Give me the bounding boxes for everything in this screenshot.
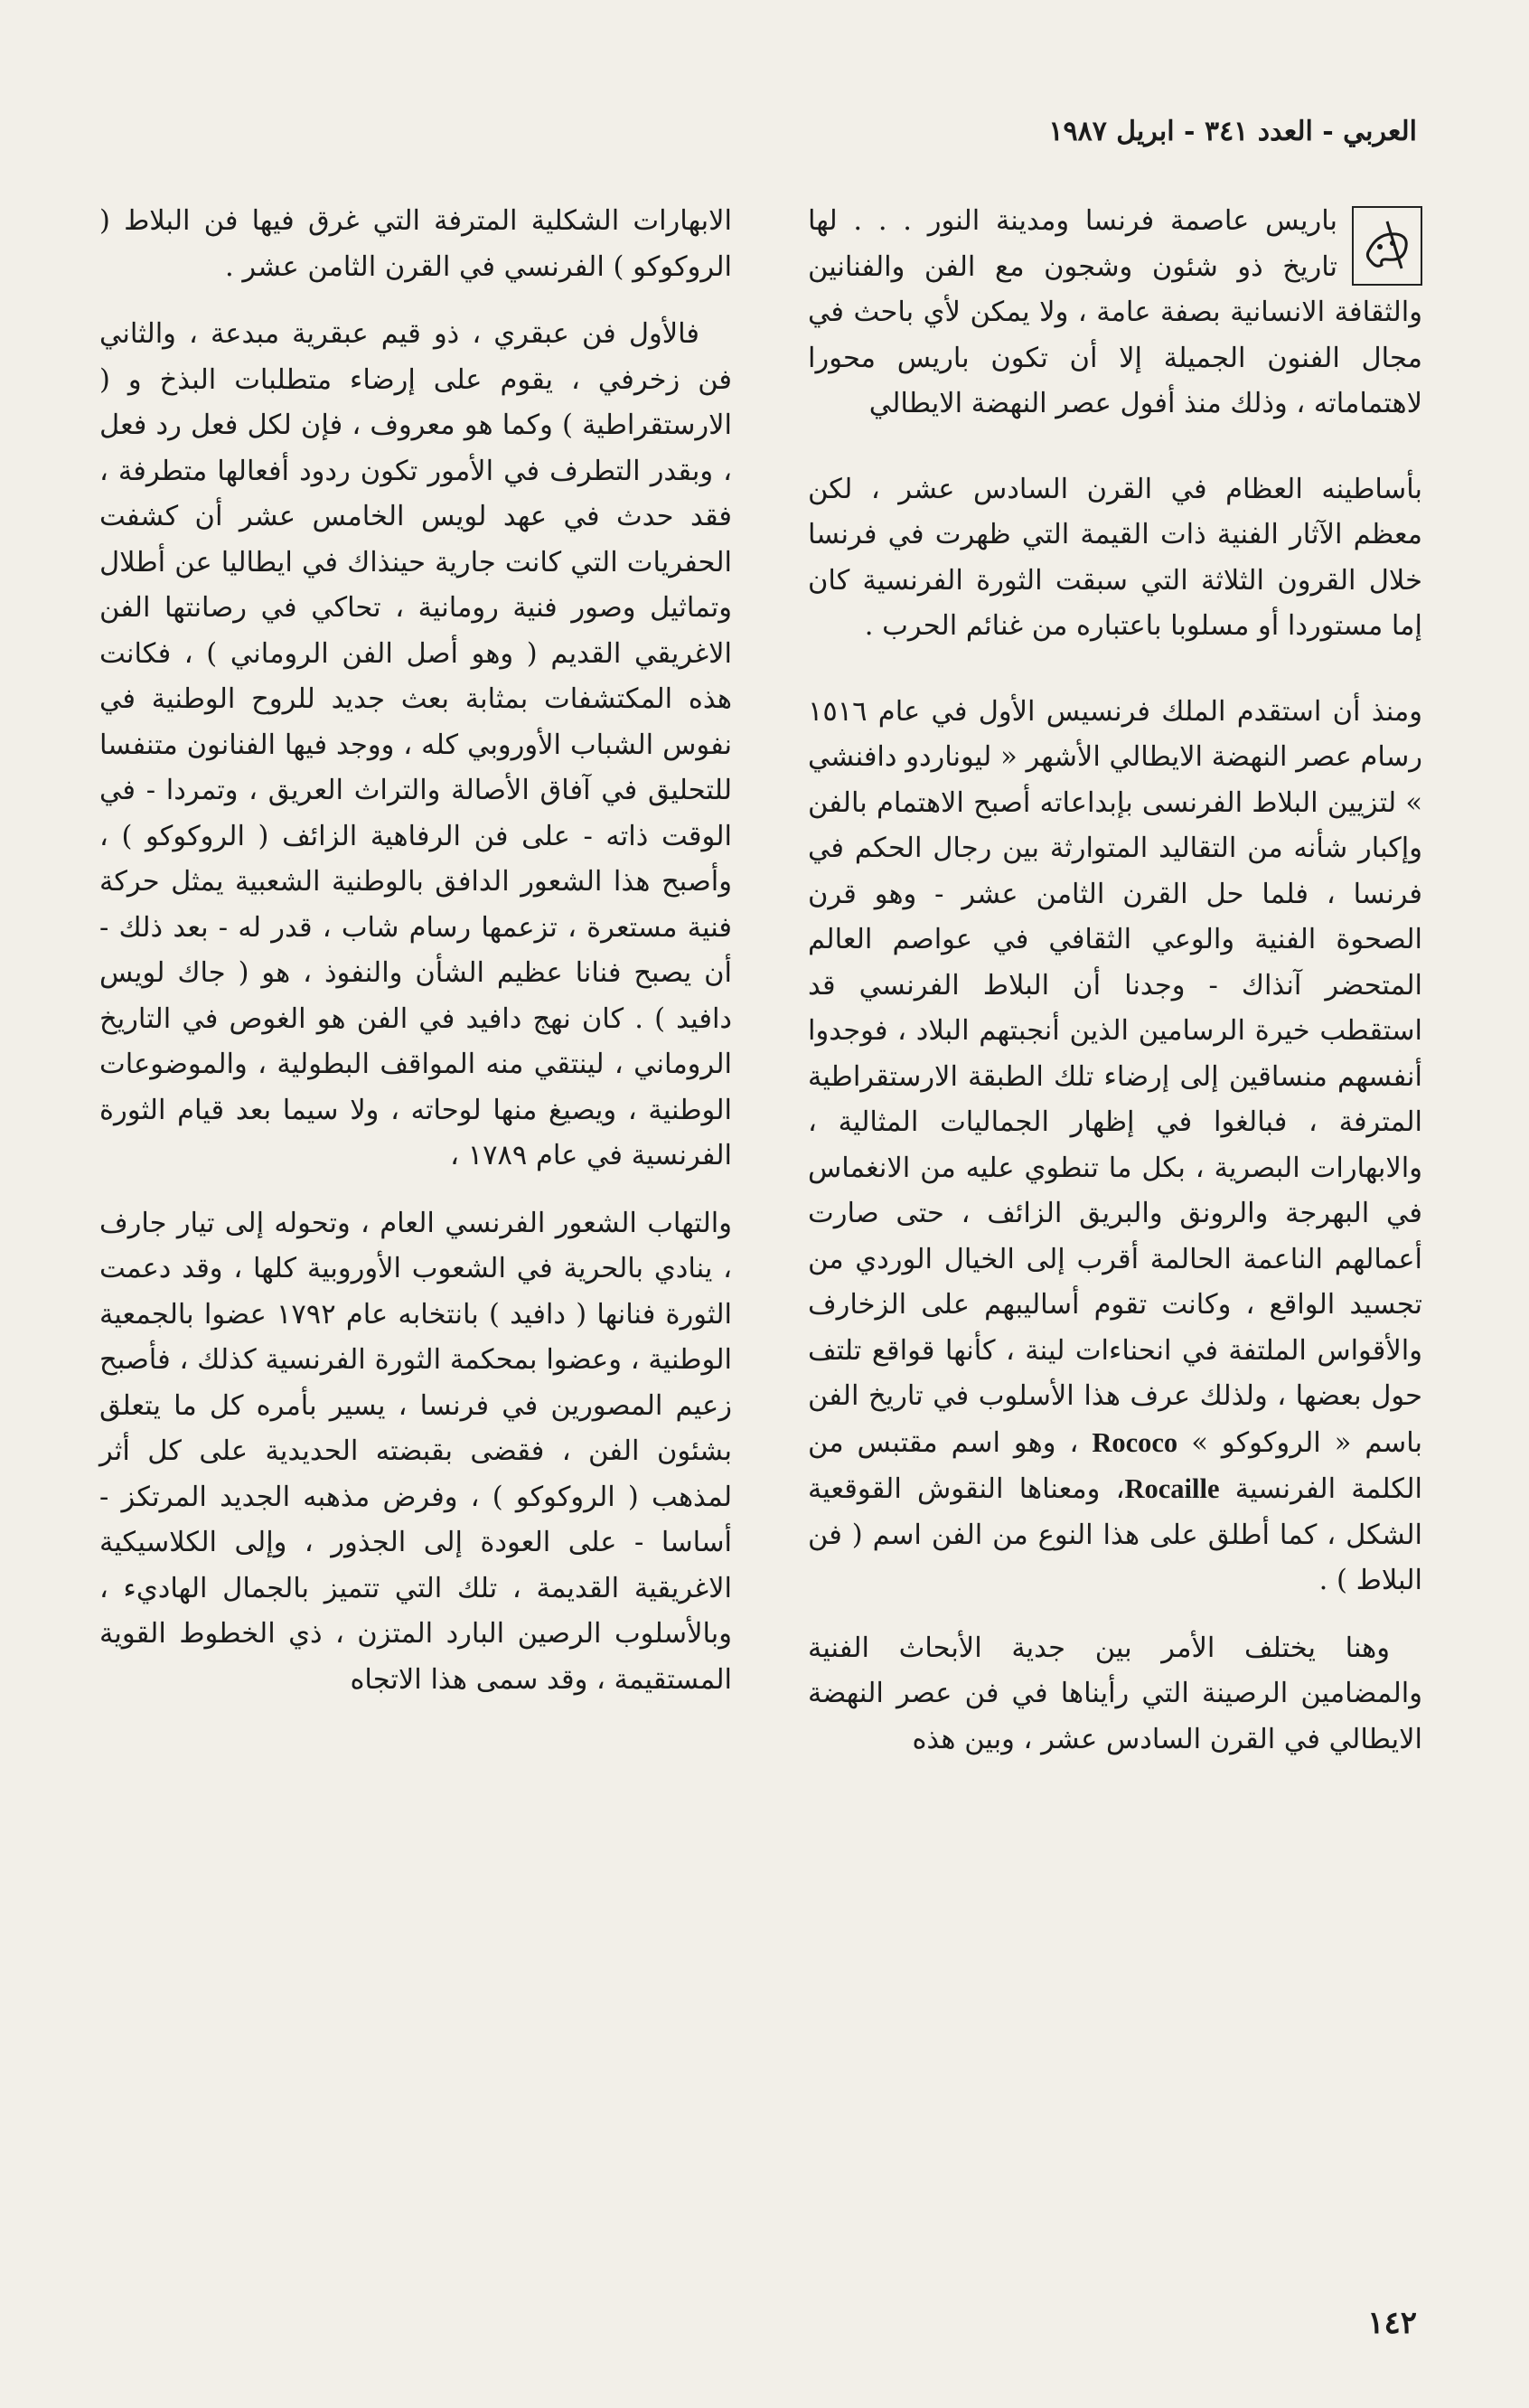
paragraph: والتهاب الشعور الفرنسي العام ، وتحوله إلى تيار جارف ، ينادي بالحرية في الشعوب الأوروبية كلها ، وقد دعمت الثورة فنانها ( دافيد ) بانتخابه عام ١٧٩٢ عضوا بالجمعية الوطنية ، وعضوا بمحكمة الثورة الفرنسية كذلك ، فأصبح زعيم المصورين في فرنسا ، يسير بأمره كل ما يتعلق بشئون الفن ، فقضى بقبضته الحديدية على كل أثر لمذهب ( الروكوكو ) ، وفرض مذهبه الجديد المرتكز - أساسا - على العودة إلى الجذور ، وإلى الكلاسيكية الاغريقية القديمة ، تلك التي تتميز بالجمال الهاديء ، وبالأسلوب الرصين البارد المتزن ، ذي الخطوط القوية المستقيمة ، وقد سمى هذا الاتجاه bbox=[99, 1207, 732, 1696]
paragraph-text: ومنذ أن استقدم الملك فرنسيس الأول في عام ١٥١٦ رسام عصر النهضة الايطالي الأشهر « ليوناردو دافنشي » لتزيين البلاط الفرنسى بإبداعاته أصبح الاهتمام بالفن وإكبار شأنه من التقاليد المتوارثة بين رجال الحكم في فرنسا ، فلما حل القرن الثامن عشر - وهو قرن الصحوة الفنية والوعي الثقافي في عواصم العالم المتحضر آنذاك - وجدنا أن البلاط الفرنسي قد استقطب خيرة الرسامين الذين أنجبتهم البلاد ، فوجدوا أنفسهم منساقين إلى إرضاء تلك الطبقة الارستقراطية المترفة ، فبالغوا في إظهار الجماليات المثالية ، والابهارات البصرية ، بكل ما تنطوي عليه من الانغماس في البهرجة والرونق والبريق الزائف ، حتى صارت أعمالهم الناعمة الحالمة أقرب إلى الخيال الوردي من تجسيد الواقع ، وكانت تقوم أساليبهم على الزخارف والأقواس الملتفة في انحناءات لينة ، كأنها قواقع تلتف حول بعضها ، ولذلك عرف هذا الأسلوب في تاريخ الفن باسم « الروكوكو » bbox=[808, 695, 1422, 1459]
paragraph-text: باريس عاصمة فرنسا ومدينة النور . . . لها تاريخ ذو شئون وشجون مع الفن والفنانين والثقافة الانسانية بصفة عامة ، ولا يمكن لأي باحث في مجال الفنون الجميلة إلا أن تكون باريس محورا لاهتماماته ، وذلك منذ أفول عصر النهضة الايطالي bbox=[808, 205, 1422, 419]
paragraph: فالأول فن عبقري ، ذو قيم عبقرية مبدعة ، والثاني فن زخرفي ، يقوم على إرضاء متطلبات البذخ و ( الارستقراطية ) وكما هو معروف ، فإن لكل فعل رد فعل ، وبقدر التطرف في الأمور تكون ردود أفعالها متطرفة ، فقد حدث في عهد لويس الخامس عشر أن كشفت الحفريات التي كانت جارية حينذاك في ايطاليا عن أطلال وتماثيل وصور فنية رومانية ، تحاكي في رصانتها الفن الاغريقي القديم ( وهو أصل الفن الروماني ) ، فكانت هذه المكتشفات بمثابة بعث جديد للروح الوطنية في نفوس الشباب الأوروبي كله ، ووجد فيها الفنانون متنفسا للتحليق في آفاق الأصالة والتراث العريق ، وتمردا - في الوقت ذاته - على فن الرفاهية الزائف ( الروكوكو ) ، وأصبح هذا الشعور الدافق بالوطنية الشعبية يمثل حركة فنية مستعرة ، تزعمها رسام شاب ، قدر له - بعد ذلك - أن يصبح فنانا عظيم الشأن والنفوذ ، هو ( جاك لويس دافيد ) . كان نهج دافيد في الفن هو الغوص في التاريخ الروماني ، لينتقي منه المواقف البطولية ، والموضوعات الوطنية ، ويصيغ منها لوحاته ، ولا سيما بعد قيام الثورة الفرنسية في عام ١٧٨٩ ، bbox=[99, 318, 732, 1171]
paragraph-text: ، وهو اسم مقتبس من الكلمة الفرنسية bbox=[808, 1426, 1422, 1505]
running-header: العربي - العدد ٣٤١ - ابريل ١٩٨٧ bbox=[1048, 116, 1417, 147]
paragraph-rococo bbox=[808, 690, 1422, 1604]
latin-term-rococo: Rococo bbox=[1092, 1426, 1178, 1458]
paragraph: الابهارات الشكلية المترفة التي غرق فيها فن البلاط ( الروكوكو ) الفرنسي في القرن الثامن عشر . bbox=[99, 205, 732, 283]
page-number: ١٤٢ bbox=[1367, 2305, 1417, 2341]
section-emblem-icon bbox=[1352, 206, 1422, 286]
paragraph-text: ، ومعناها النقوش القوقعية الشكل ، كما أطلق على هذا النوع من الفن اسم ( فن البلاط ) . bbox=[808, 1473, 1422, 1596]
right-column bbox=[808, 199, 1422, 1784]
paragraph-intro bbox=[808, 199, 1422, 428]
palette-brush-icon bbox=[1360, 214, 1414, 277]
paragraph: بأساطينه العظام في القرن السادس عشر ، لكن معظم الآثار الفنية ذات القيمة التي ظهرت في فرنسا خلال القرون الثلاثة التي سبقت الثورة الفرنسية كان إما مستوردا أو مسلوبا باعتباره من غنائم الحرب . bbox=[808, 473, 1422, 642]
paragraph: وهنا يختلف الأمر بين جدية الأبحاث الفنية والمضامين الرصينة التي رأيناها في فن عصر النهضة الايطالي في القرن السادس عشر ، وبين هذه bbox=[808, 1632, 1422, 1755]
left-column bbox=[99, 199, 732, 1725]
latin-term-rocaille: Rocaille bbox=[1124, 1473, 1220, 1504]
